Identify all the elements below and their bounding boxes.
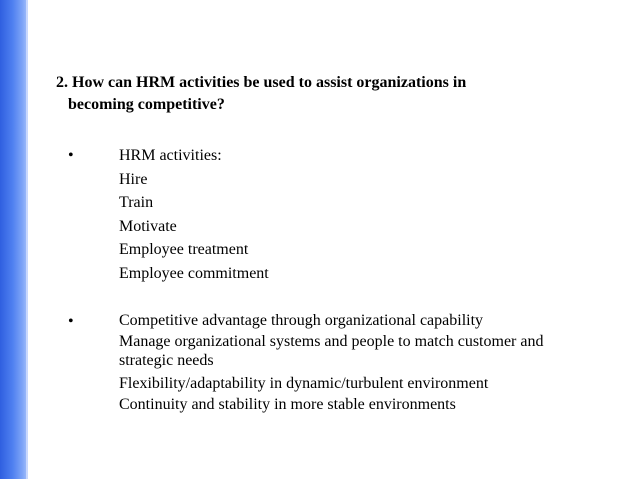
question-heading <box>56 72 556 116</box>
list-item: HRM activities: <box>119 147 222 164</box>
list-item: Flexibility/adaptability in dynamic/turbulent environment <box>119 374 489 392</box>
question-line-2: becoming competitive? <box>68 96 225 113</box>
bullet-marker: • <box>68 313 74 330</box>
hrm-activities-section <box>68 144 568 285</box>
list-item: Employee treatment <box>119 241 249 258</box>
list-item: Train <box>119 194 154 211</box>
list-item: Employee commitment <box>119 264 269 282</box>
hrm-activities-list <box>119 144 568 285</box>
list-item: Hire <box>119 170 148 188</box>
competitive-advantage-section <box>68 310 568 416</box>
list-item: Manage organizational systems and people to match customer and strategic needs <box>119 332 544 369</box>
competitive-advantage-list <box>119 310 568 416</box>
list-item: Competitive advantage through organizational capability <box>119 312 484 329</box>
bullet-marker: • <box>68 147 74 164</box>
question-line-1: 2. How can HRM activities be used to assist organizations in <box>56 74 467 91</box>
list-item: Continuity and stability in more stable environments <box>119 396 456 413</box>
list-item: Motivate <box>119 217 177 235</box>
side-accent-bar <box>0 0 28 479</box>
